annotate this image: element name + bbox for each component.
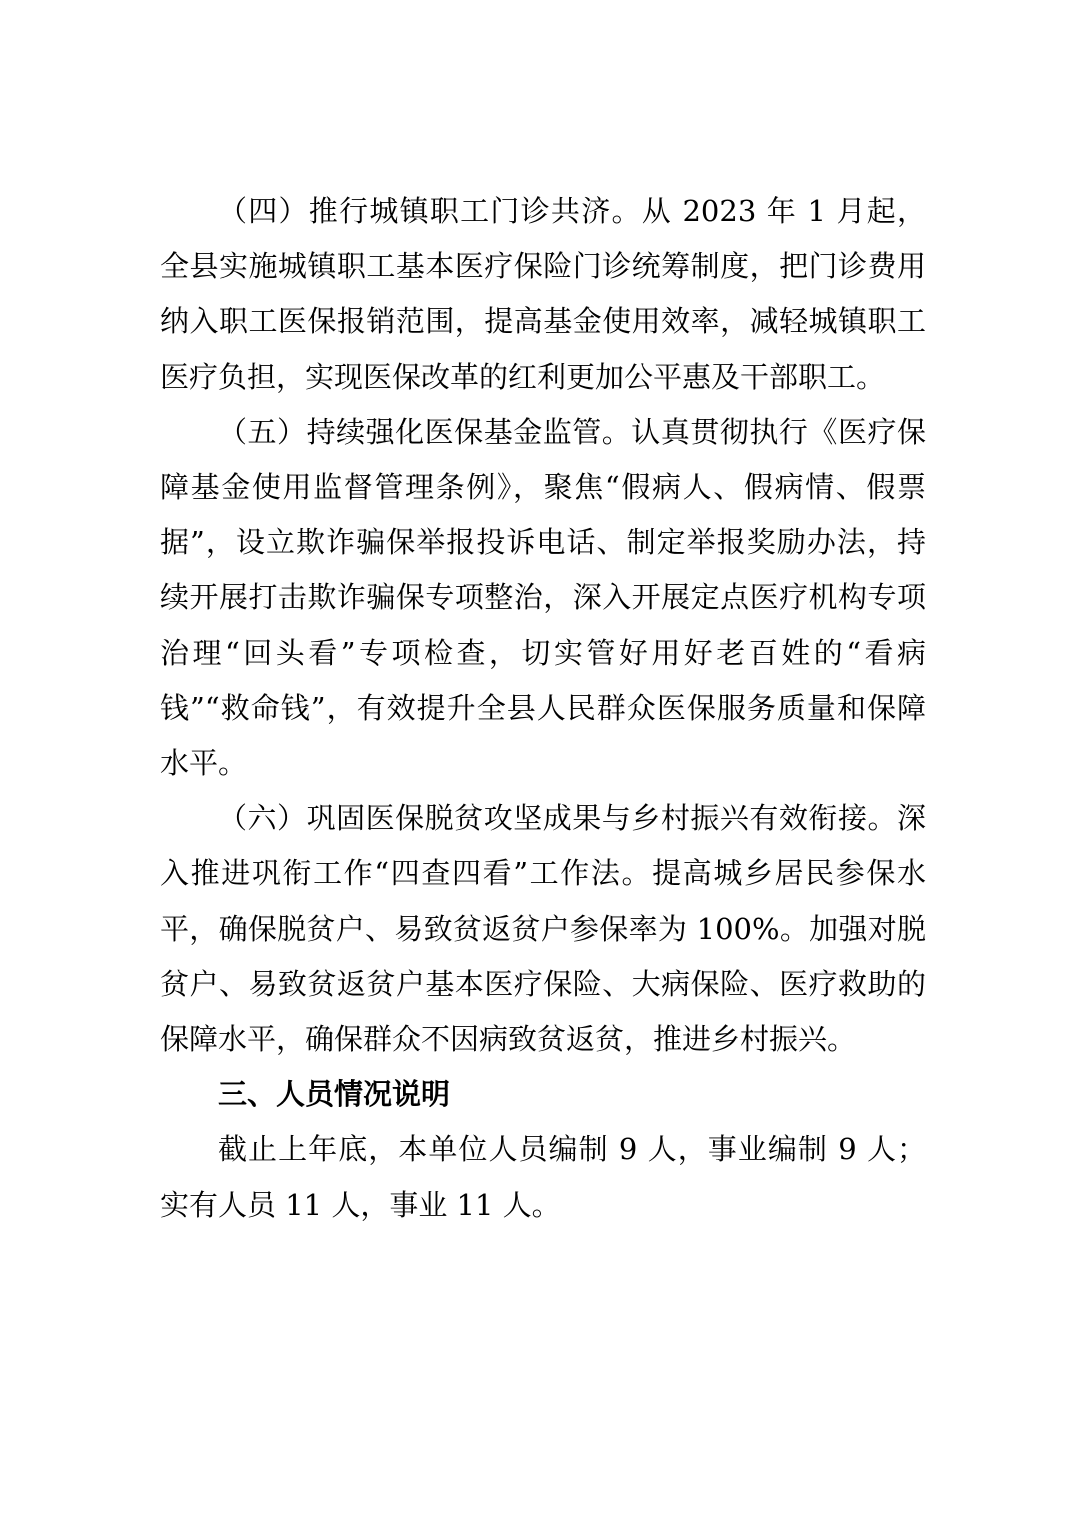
paragraph-fund-supervision: （五）持续强化医保基金监管。认真贯彻执行《医疗保障基金使用监督管理条例》，聚焦“假病人、假病情、假票据”，设立欺诈骗保举报投诉电话、制定举报奖励办法，持续开展打击欺诈骗保专项整治，深入开展定点医疗机构专项治理“回头看”专项检查，切实管好用好老百姓的“看病钱”“救命钱”，有效提升全县人民群众医保服务质量和保障水平。	[160, 414, 926, 781]
document-body	[160, 184, 926, 1233]
section-heading-staff: 三、人员情况说明	[218, 1077, 451, 1112]
paragraph-staff-info: 截止上年底，本单位人员编制 9 人，事业编制 9 人；实有人员 11 人，事业 11 人。	[160, 1132, 926, 1222]
paragraph-poverty-alleviation: （六）巩固医保脱贫攻坚成果与乡村振兴有效衔接。深入推进巩衔工作“四查四看”工作法。提高城乡居民参保水平，确保脱贫户、易致贫返贫户参保率为 100%。加强对脱贫户、易致贫返贫户基本医疗保险、大病保险、医疗救助的保障水平，确保群众不因病致贫返贫，推进乡村振兴。	[160, 801, 926, 1057]
paragraph-outpatient-mutual-aid: （四）推行城镇职工门诊共济。从 2023 年 1 月起，全县实施城镇职工基本医疗保险门诊统筹制度，把门诊费用纳入职工医保报销范围，提高基金使用效率，减轻城镇职工医疗负担，实现医保改革的红利更加公平惠及干部职工。	[160, 194, 926, 394]
